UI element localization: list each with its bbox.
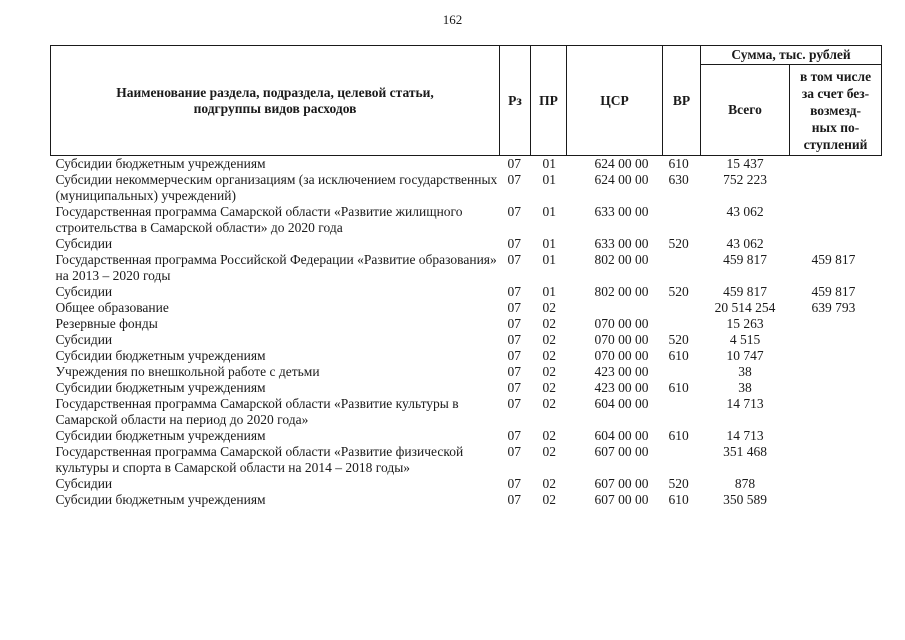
row-vr: 610	[668, 428, 689, 443]
row-total: 878	[734, 476, 756, 491]
row-vr: 520	[668, 236, 689, 251]
row-free: 459 817	[811, 284, 856, 299]
row-pr: 02	[542, 396, 556, 411]
row-vr: 520	[668, 284, 689, 299]
table-row	[51, 284, 882, 300]
row-name: Общее образование	[55, 300, 169, 315]
row-pr: 02	[542, 300, 556, 315]
row-vr	[663, 364, 701, 380]
row-total: 15 437	[726, 156, 764, 171]
table-row	[51, 300, 882, 316]
row-vr: 610	[668, 156, 689, 171]
row-name: Субсидии	[55, 236, 113, 251]
table-row	[51, 380, 882, 396]
row-total: 10 747	[726, 348, 764, 363]
row-name: Субсидии бюджетным учреждениям	[55, 348, 266, 363]
row-csr: 633 00 00	[594, 204, 649, 219]
row-csr: 070 00 00	[594, 332, 649, 347]
table-row	[51, 492, 882, 508]
row-csr: 423 00 00	[594, 364, 649, 379]
header-free-line: ступлений	[803, 136, 868, 152]
row-rz: 07	[507, 380, 521, 395]
row-name: Учреждения по внешкольной работе с детьми	[55, 364, 320, 379]
row-rz: 07	[507, 204, 521, 219]
table-row	[51, 348, 882, 364]
row-free	[790, 492, 882, 508]
row-name: Субсидии некоммерческим организациям (за исключением государственных (муниципальных) учреждений)	[55, 172, 498, 203]
row-free	[790, 396, 882, 428]
row-vr: 630	[668, 172, 689, 187]
row-rz: 07	[507, 396, 521, 411]
table-row	[51, 364, 882, 380]
row-name: Субсидии	[55, 332, 113, 347]
row-free: 459 817	[811, 252, 856, 267]
header-sum: Сумма, тыс. рублей	[701, 46, 882, 65]
table-row	[51, 444, 882, 476]
row-csr: 802 00 00	[594, 252, 649, 267]
row-free	[790, 172, 882, 204]
row-free	[790, 364, 882, 380]
row-csr: 624 00 00	[594, 172, 649, 187]
row-rz: 07	[507, 348, 521, 363]
row-rz: 07	[507, 492, 521, 507]
row-vr: 610	[668, 380, 689, 395]
row-total: 43 062	[726, 236, 764, 251]
header-csr: ЦСР	[567, 46, 663, 156]
row-name: Субсидии бюджетным учреждениям	[55, 492, 266, 507]
row-name: Субсидии бюджетным учреждениям	[55, 380, 266, 395]
header-free-line: ных по-	[811, 119, 860, 135]
row-rz: 07	[507, 364, 521, 379]
header-free-line: за счет без-	[801, 85, 870, 101]
row-vr: 610	[668, 348, 689, 363]
row-csr: 607 00 00	[594, 492, 649, 507]
row-name: Государственная программа Российской Федерации «Развитие образования» на 2013 – 2020 годы	[55, 252, 497, 283]
row-pr: 02	[542, 380, 556, 395]
header-pr: ПР	[531, 46, 567, 156]
table-row	[51, 332, 882, 348]
row-name: Субсидии бюджетным учреждениям	[55, 428, 266, 443]
table-row	[51, 396, 882, 428]
row-csr: 604 00 00	[594, 396, 649, 411]
row-csr: 423 00 00	[594, 380, 649, 395]
row-vr: 520	[668, 476, 689, 491]
table-body	[51, 156, 882, 509]
row-pr: 02	[542, 316, 556, 331]
row-free	[790, 476, 882, 492]
row-vr: 520	[668, 332, 689, 347]
header-free	[790, 65, 882, 156]
table-row	[51, 156, 882, 173]
row-total: 14 713	[726, 396, 764, 411]
row-name: Государственная программа Самарской области «Развитие физической культуры и спорта в Самарской области на 2014 – 2018 годы»	[55, 444, 464, 475]
header-free-line: возмезд-	[810, 102, 861, 118]
row-free	[790, 332, 882, 348]
table-row	[51, 316, 882, 332]
row-total: 351 468	[723, 444, 767, 459]
row-free	[790, 428, 882, 444]
row-name: Государственная программа Самарской области «Развитие культуры в Самарской области на период до 2020 года»	[55, 396, 459, 427]
row-total: 43 062	[726, 204, 764, 219]
row-pr: 02	[542, 348, 556, 363]
row-name: Субсидии бюджетным учреждениям	[55, 156, 266, 171]
row-csr: 604 00 00	[594, 428, 649, 443]
table-row	[51, 428, 882, 444]
row-total: 459 817	[723, 284, 767, 299]
row-vr	[663, 204, 701, 236]
row-pr: 02	[542, 428, 556, 443]
row-free	[790, 348, 882, 364]
row-total: 14 713	[726, 428, 764, 443]
row-rz: 07	[507, 332, 521, 347]
budget-table	[50, 45, 882, 508]
row-rz: 07	[507, 428, 521, 443]
row-pr: 01	[542, 204, 556, 219]
row-free	[790, 236, 882, 252]
row-total: 459 817	[723, 252, 767, 267]
row-total: 15 263	[726, 316, 764, 331]
row-total: 38	[738, 380, 752, 395]
table-row	[51, 172, 882, 204]
row-vr	[663, 252, 701, 284]
row-name: Резервные фонды	[55, 316, 158, 331]
row-free	[790, 444, 882, 476]
table-header	[51, 46, 882, 156]
header-total: Всего	[701, 65, 790, 156]
row-free: 639 793	[811, 300, 856, 315]
row-pr: 02	[542, 492, 556, 507]
row-pr: 02	[542, 332, 556, 347]
table-row	[51, 236, 882, 252]
header-vr: ВР	[663, 46, 701, 156]
row-name: Субсидии	[55, 284, 113, 299]
row-rz: 07	[507, 444, 521, 459]
row-total: 350 589	[723, 492, 767, 507]
row-rz: 07	[507, 316, 521, 331]
header-free-line: в том числе	[799, 68, 872, 84]
row-free	[790, 156, 882, 173]
row-pr: 02	[542, 364, 556, 379]
row-csr: 607 00 00	[594, 476, 649, 491]
row-total: 38	[738, 364, 752, 379]
row-csr: 070 00 00	[594, 348, 649, 363]
table-row	[51, 476, 882, 492]
row-rz: 07	[507, 156, 521, 171]
row-csr: 624 00 00	[594, 156, 649, 171]
row-csr: 633 00 00	[594, 236, 649, 251]
row-csr: 607 00 00	[594, 444, 649, 459]
row-free	[790, 204, 882, 236]
row-pr: 01	[542, 236, 556, 251]
row-pr: 02	[542, 476, 556, 491]
row-vr	[663, 444, 701, 476]
row-rz: 07	[507, 300, 521, 315]
row-pr: 01	[542, 156, 556, 171]
header-name: Наименование раздела, подраздела, целевой статьи, подгруппы видов расходов	[51, 46, 500, 156]
row-pr: 01	[542, 252, 556, 267]
row-vr: 610	[668, 492, 689, 507]
row-pr: 02	[542, 444, 556, 459]
row-rz: 07	[507, 476, 521, 491]
row-total: 752 223	[723, 172, 767, 187]
table-row	[51, 252, 882, 284]
row-vr	[663, 300, 701, 316]
header-rz: Рз	[500, 46, 531, 156]
row-csr	[567, 300, 663, 316]
row-free	[790, 316, 882, 332]
row-total: 4 515	[729, 332, 761, 347]
row-total: 20 514 254	[714, 300, 776, 315]
row-pr: 01	[542, 172, 556, 187]
row-name: Государственная программа Самарской области «Развитие жилищного строительства в Самарской области» до 2020 года	[55, 204, 463, 235]
row-csr: 070 00 00	[594, 316, 649, 331]
row-rz: 07	[507, 252, 521, 267]
row-csr: 802 00 00	[594, 284, 649, 299]
row-rz: 07	[507, 172, 521, 187]
row-pr: 01	[542, 284, 556, 299]
row-free	[790, 380, 882, 396]
page-number: 162	[442, 12, 463, 27]
row-name: Субсидии	[55, 476, 113, 491]
table-row	[51, 204, 882, 236]
row-vr	[663, 316, 701, 332]
row-rz: 07	[507, 236, 521, 251]
row-vr	[663, 396, 701, 428]
row-rz: 07	[507, 284, 521, 299]
